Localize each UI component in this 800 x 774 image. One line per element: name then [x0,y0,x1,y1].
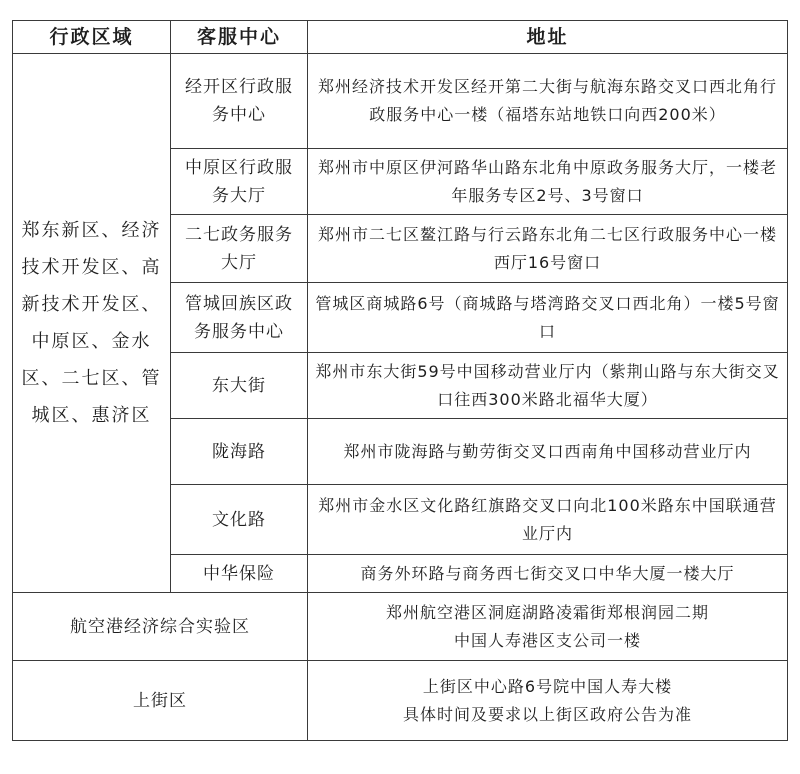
address-cell: 郑州市陇海路与勤劳街交叉口西南角中国移动营业厅内 [308,419,788,485]
address-cell-airport [308,593,788,661]
header-center: 客服中心 [171,21,308,54]
address-line: 郑州航空港区洞庭湖路凌霜街郑根润园二期 [385,602,709,622]
address-line: 具体时间及要求以上街区政府公告为准 [402,704,692,724]
address-line: 中国人寿港区支公司一楼 [453,630,641,650]
address-cell: 郑州市金水区文化路红旗路交叉口向北100米路东中国联通营业厅内 [308,485,788,555]
center-cell: 中原区行政服务大厅 [171,149,308,215]
service-center-table [12,20,788,741]
table-row [13,54,788,149]
address-cell: 郑州市中原区伊河路华山路东北角中原政务服务大厅，一楼老年服务专区2号、3号窗口 [308,149,788,215]
region-cell-shangjie: 上街区 [13,661,308,741]
center-cell: 中华保险 [171,555,308,593]
address-cell: 郑州市二七区鳌江路与行云路东北角二七区行政服务中心一楼西厅16号窗口 [308,215,788,283]
center-cell: 东大街 [171,353,308,419]
table-row-airport [13,593,788,661]
region-cell-group1: 郑东新区、经济技术开发区、高新技术开发区、中原区、金水区、二七区、管城区、惠济区 [13,54,171,593]
table-header-row [13,21,788,54]
address-cell: 商务外环路与商务西七街交叉口中华大厦一楼大厅 [308,555,788,593]
service-center-table-wrapper [12,20,788,741]
header-region: 行政区域 [13,21,171,54]
address-cell-shangjie [308,661,788,741]
address-cell: 郑州市东大街59号中国移动营业厅内（紫荆山路与东大街交叉口往西300米路北福华大厦） [308,353,788,419]
address-cell: 管城区商城路6号（商城路与塔湾路交叉口西北角）一楼5号窗口 [308,283,788,353]
center-cell: 管城回族区政务服务中心 [171,283,308,353]
center-cell: 文化路 [171,485,308,555]
center-cell: 陇海路 [171,419,308,485]
header-address: 地址 [308,21,788,54]
address-line: 上街区中心路6号院中国人寿大楼 [422,676,673,696]
table-row-shangjie [13,661,788,741]
center-cell: 二七政务服务大厅 [171,215,308,283]
address-cell: 郑州经济技术开发区经开第二大街与航海东路交叉口西北角行政服务中心一楼（福塔东站地铁口向西200米） [308,54,788,149]
region-cell-airport: 航空港经济综合实验区 [13,593,308,661]
center-cell: 经开区行政服务中心 [171,54,308,149]
